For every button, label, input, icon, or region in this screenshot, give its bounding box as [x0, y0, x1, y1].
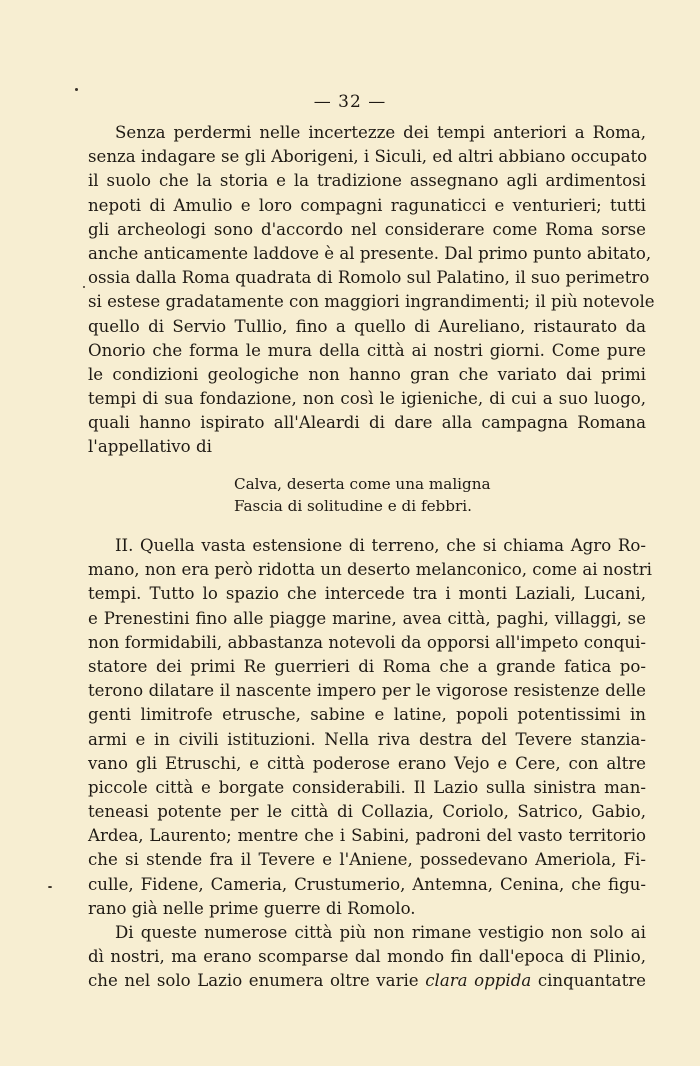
text-line: le condizioni geologiche non hanno gran che variato dai primi: [88, 364, 646, 384]
text-line: Senza perdermi nelle incertezze dei tempi anteriori a Roma,: [115, 123, 646, 142]
text-line: dì nostri, ma erano scomparse dal mondo fin dall'epoca di Plinio,: [88, 947, 646, 967]
print-speck: [48, 886, 52, 888]
text-line: l'appellativo di: [88, 437, 212, 457]
text-line: culle, Fidene, Cameria, Crustumerio, Antemna, Cenina, che figu-: [88, 874, 646, 894]
text-line: si estese gradatamente con maggiori ingrandimenti; il più notevole: [88, 292, 655, 312]
verse-line: Fascia di solitudine e di febbri.: [234, 496, 472, 515]
text-line: vano gli Etruschi, e città poderose erano Vejo e Cere, con altre: [88, 753, 646, 773]
text-line: tempi. Tutto lo spazio che intercede tra i monti Laziali, Lucani,: [88, 584, 646, 604]
text-line: [88, 969, 646, 993]
print-speck: [83, 286, 85, 288]
italic-phrase: clara oppida: [425, 971, 532, 991]
text-line: armi e in civili istituzioni. Nella riva destra del Tevere stanzia-: [88, 729, 646, 749]
text-line: piccole città e borgate considerabili. Il Lazio sulla sinistra man-: [88, 777, 646, 797]
text-line: tempi di sua fondazione, non così le igieniche, di cui a suo luogo,: [88, 389, 646, 409]
text-line: Di queste numerose città più non rimane vestigio non solo ai: [115, 923, 646, 942]
text-line: II. Quella vasta estensione di terreno, che si chiama Agro Ro-: [115, 536, 646, 555]
text-line: non formidabili, abbastanza notevoli da opporsi all'impeto conqui-: [88, 632, 646, 652]
text-line: il suolo che la storia e la tradizione assegnano agli ardimentosi: [88, 171, 646, 191]
text-segment: cinquantatre: [531, 971, 646, 991]
text-line: e Prenestini fino alle piagge marine, avea città, paghi, villaggi, se: [88, 608, 646, 628]
text-line: nepoti di Amulio e loro compagni ragunaticci e venturieri; tutti: [88, 195, 646, 215]
text-line: terono dilatare il nascente impero per le vigorose resistenze delle: [88, 681, 646, 701]
verse-quotation: [234, 474, 491, 517]
text-line: anche anticamente laddove è al presente. Dal primo punto abitato,: [88, 243, 652, 263]
text-line: genti limitrofe etrusche, sabine e latine, popoli potentissimi in: [88, 705, 646, 725]
verse-line: Calva, deserta come una maligna: [234, 475, 491, 493]
text-line: rano già nelle prime guerre di Romolo.: [88, 898, 416, 918]
text-line: senza indagare se gli Aborigeni, i Siculi, ed altri abbiano occupato: [88, 147, 648, 167]
text-line: Onorio che forma le mura della città ai nostri giorni. Come pure: [88, 340, 646, 360]
paragraph-1: [88, 121, 655, 460]
text-line: quello di Servio Tullio, fino a quello di Aureliano, ristaurato da: [88, 316, 646, 336]
text-line: che si stende fra il Tevere e l'Aniene, possedevano Ameriola, Fi-: [88, 850, 646, 870]
page-number: — 32 —: [313, 92, 387, 112]
print-speck: [75, 88, 78, 91]
text-line: quali hanno ispirato all'Aleardi di dare alla campagna Romana: [88, 413, 646, 433]
text-line: Ardea, Laurento; mentre che i Sabini, padroni del vasto territorio: [88, 826, 646, 846]
text-line: teneasi potente per le città di Collazia, Coriolo, Satrico, Gabio,: [88, 802, 646, 822]
text-segment: che nel solo Lazio enumera oltre varie: [88, 971, 426, 991]
text-line: gli archeologi sono d'accordo nel considerare come Roma sorse: [88, 219, 646, 239]
paragraph-2: [88, 534, 652, 994]
text-line: statore dei primi Re guerrieri di Roma che a grande fatica po-: [88, 656, 646, 676]
text-line: mano, non era però ridotta un deserto melanconico, come ai nostri: [88, 560, 652, 580]
text-line: ossia dalla Roma quadrata di Romolo sul Palatino, il suo perimetro: [88, 268, 650, 288]
